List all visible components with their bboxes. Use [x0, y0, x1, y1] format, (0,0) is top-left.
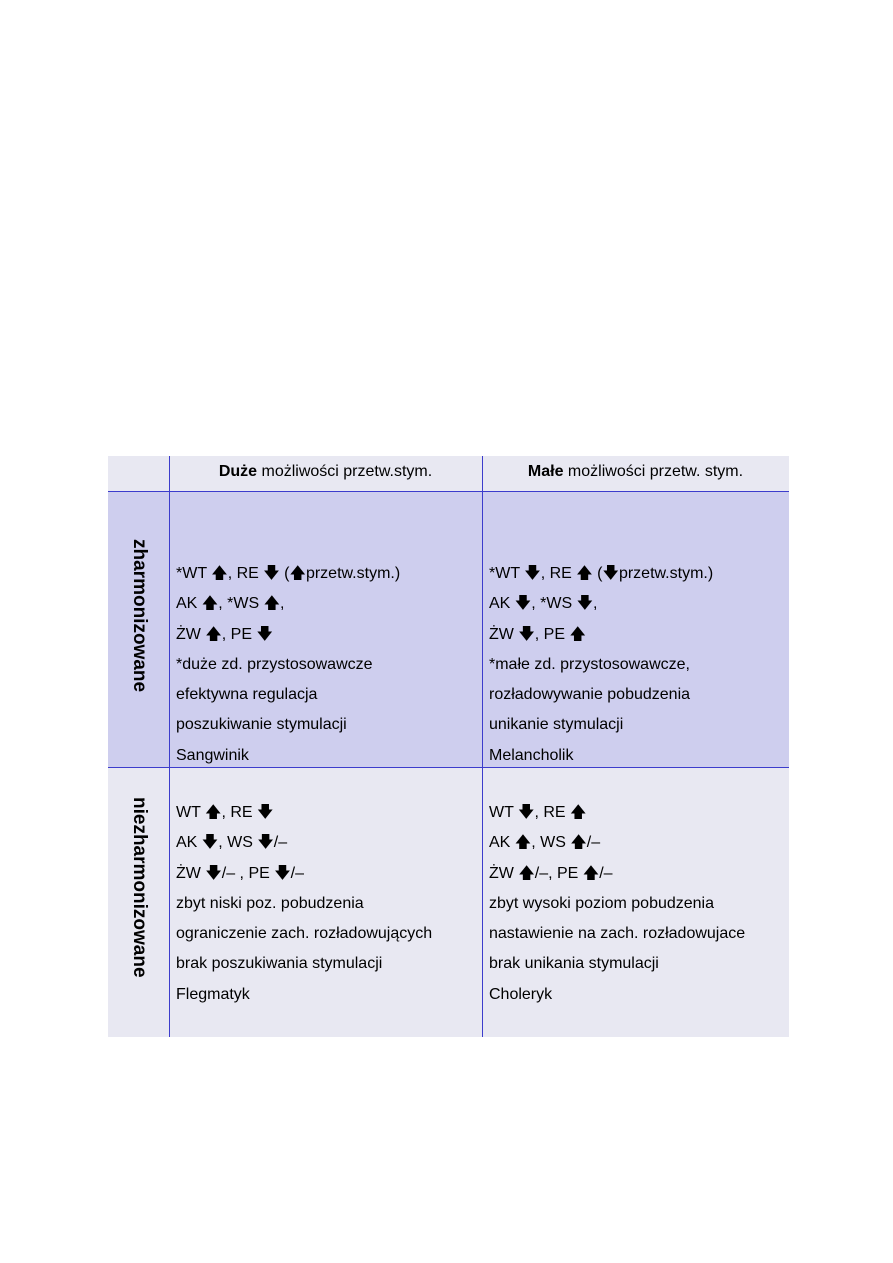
cell-harmonized-small — [482, 491, 789, 767]
column-header-rest: możliwości przetw. stym. — [563, 463, 744, 480]
cell-line: poszukiwanie stymulacji — [176, 716, 347, 734]
table-corner-cell — [108, 456, 169, 491]
cell-line: Flegmatyk — [176, 985, 250, 1003]
cell-line: efektywna regulacja — [176, 686, 318, 704]
row-header-nonharmonized — [108, 767, 169, 1037]
row-label: niezharmonizowane — [129, 797, 150, 978]
row-label: zharmonizowane — [129, 539, 150, 693]
cell-nonharmonized-large — [169, 767, 482, 1037]
column-divider — [482, 456, 483, 1037]
column-header-small-capacity — [482, 456, 789, 491]
cell-line: nastawienie na zach. rozładowujace — [489, 925, 746, 943]
cell-line: WT 🡇, RE 🡅 — [489, 804, 587, 821]
cell-line: AK 🡇, WS 🡇/– — [176, 834, 288, 852]
column-divider — [169, 456, 170, 1037]
cell-nonharmonized-small — [482, 767, 789, 1037]
cell-line: Choleryk — [489, 985, 553, 1003]
temperament-table — [108, 456, 789, 1037]
column-header-bold: Małe — [527, 463, 564, 480]
cell-line: zbyt wysoki poziom pobudzenia — [489, 894, 715, 912]
cell-line: AK 🡅, WS 🡅/– — [489, 834, 601, 852]
cell-line: Sangwinik — [176, 746, 249, 764]
cell-line: WT 🡅, RE 🡇 — [176, 804, 274, 821]
cell-harmonized-large — [169, 491, 482, 767]
cell-line: AK 🡅, *WS 🡅, — [176, 595, 285, 613]
cell-line: AK 🡇, *WS 🡇, — [489, 595, 598, 613]
column-header-rest: możliwości przetw.stym. — [257, 463, 433, 480]
cell-line: unikanie stymulacji — [489, 716, 624, 734]
cell-line: Melancholik — [489, 746, 574, 764]
cell-line: ŻW 🡅, PE 🡇 — [176, 625, 273, 643]
cell-line: zbyt niski poz. pobudzenia — [176, 894, 364, 912]
cell-line: ŻW 🡅/–, PE 🡅/– — [489, 864, 613, 882]
column-header-bold: Duże — [218, 463, 258, 480]
cell-line: *duże zd. przystosowawcze — [176, 655, 373, 673]
row-header-harmonized — [108, 491, 169, 767]
cell-line: ŻW 🡇/– , PE 🡇/– — [176, 864, 305, 882]
cell-line: ŻW 🡇, PE 🡅 — [489, 625, 586, 643]
cell-line: brak unikania stymulacji — [489, 955, 659, 973]
cell-line: *WT 🡅, RE 🡇 (🡅przetw.stym.) — [176, 565, 401, 582]
row-divider — [108, 491, 789, 492]
cell-line: brak poszukiwania stymulacji — [176, 955, 383, 973]
cell-line: *małe zd. przystosowawcze, — [489, 655, 690, 673]
cell-line: rozładowywanie pobudzenia — [489, 686, 691, 704]
column-header-large-capacity — [169, 456, 482, 491]
cell-line: ograniczenie zach. rozładowujących — [176, 925, 433, 943]
cell-line: *WT 🡇, RE 🡅 (🡇przetw.stym.) — [489, 565, 714, 582]
row-divider — [108, 767, 789, 768]
